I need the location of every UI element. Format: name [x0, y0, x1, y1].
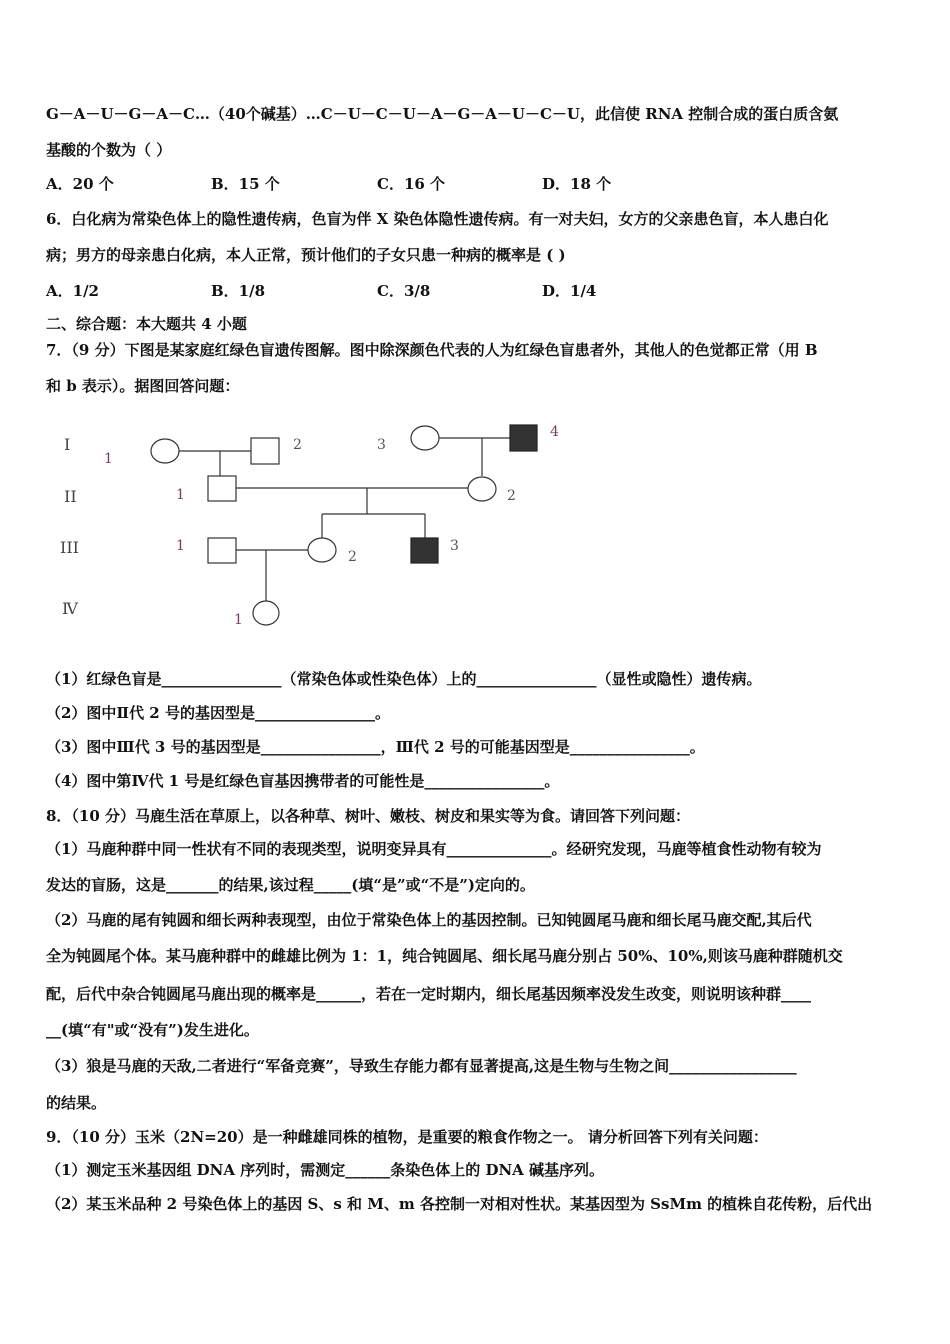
- individual-II2-female: [468, 477, 496, 501]
- individual-I1-female: [151, 439, 179, 463]
- individual-I3-female: [411, 426, 439, 450]
- section-2-heading: 二、综合题：本大题共 4 小题: [46, 315, 247, 333]
- q7-sub2: （2）图中Ⅱ代 2 号的基因型是________________。: [46, 704, 390, 722]
- q5-line2: 基酸的个数为（ ）: [46, 141, 172, 159]
- q5-line1: G－A－U－G－A－C…（40个碱基）…C－U－C－U－A－G－A－U－C－U，此信使 RNA 控制合成的蛋白质含氨: [46, 105, 839, 123]
- q6-option-c: C．3/8: [377, 282, 431, 300]
- q8-line2: （1）马鹿种群中同一性状有不同的表现类型，说明变异具有______________。经研究发现，马鹿等植食性动物有较为: [46, 840, 822, 858]
- q6-line2: 病；男方的母亲患白化病，本人正常，预计他们的子女只患一种病的概率是 ( ): [46, 246, 566, 264]
- q6-line1: 6．白化病为常染色体上的隐性遗传病，色盲为伴 X 染色体隐性遗传病。有一对夫妇，女方的父亲患色盲，本人患白化: [46, 210, 829, 228]
- q8-line5: 全为钝圆尾个体。某马鹿种群中的雌雄比例为 1：1，纯合钝圆尾、细长尾马鹿分别占 50%、10%,则该马鹿种群随机交: [46, 947, 843, 965]
- label-I3: 3: [377, 437, 386, 453]
- q8-line8: （3）狼是马鹿的天敌,二者进行“军备竞赛”，导致生存能力都有显著提高,这是生物与生物之间_________________: [46, 1057, 797, 1075]
- label-III2: 2: [348, 549, 357, 565]
- label-III1: 1: [176, 538, 185, 554]
- q6-option-b: B．1/8: [211, 282, 266, 300]
- label-I4: 4: [550, 424, 559, 440]
- generation-label-III: III: [60, 538, 79, 557]
- pedigree-chart: [40, 410, 600, 650]
- generation-label-I: I: [64, 435, 71, 454]
- individual-I4-affected-male: [510, 425, 537, 451]
- q7-sub1: （1）红绿色盲是________________（常染色体或性染色体）上的________________（显性或隐性）遗传病。: [46, 670, 762, 688]
- q7-line1: 7．（9 分）下图是某家庭红绿色盲遗传图解。图中除深颜色代表的人为红绿色盲患者外，其他人的色觉都正常（用 B: [46, 341, 818, 359]
- q5-option-a: A．20 个: [46, 175, 114, 193]
- q5-option-d: D．18 个: [542, 175, 612, 193]
- individual-III3-affected-male: [411, 538, 438, 563]
- individual-I2-male: [251, 438, 279, 464]
- q9-line1: 9．（10 分）玉米（2N=20）是一种雌雄同株的植物，是重要的粮食作物之一。 请分析回答下列有关问题：: [46, 1128, 768, 1146]
- individual-III1-male: [208, 538, 236, 563]
- q9-line3: （2）某玉米品种 2 号染色体上的基因 S、s 和 M、m 各控制一对相对性状。某基因型为 SsMm 的植株自花传粉，后代出: [46, 1195, 873, 1213]
- q8-line6: 配，后代中杂合钝圆尾马鹿出现的概率是______，若在一定时期内，细长尾基因频率没发生改变，则说明该种群____: [46, 985, 812, 1003]
- q5-option-b: B．15 个: [211, 175, 280, 193]
- q8-line3: 发达的盲肠，这是_______的结果,该过程_____(填“是”或“不是”)定向的。: [46, 876, 535, 894]
- q7-line2: 和 b 表示）。据图回答问题：: [46, 377, 240, 395]
- individual-IV1-female: [253, 601, 279, 625]
- label-III3: 3: [450, 538, 459, 554]
- q8-line7: __(填“有"或“没有”)发生进化。: [46, 1021, 259, 1039]
- q6-option-a: A．1/2: [46, 282, 99, 300]
- label-II2: 2: [507, 488, 516, 504]
- individual-III2-female: [308, 538, 336, 562]
- q9-line2: （1）测定玉米基因组 DNA 序列时，需测定______条染色体上的 DNA 碱基序列。: [46, 1161, 605, 1179]
- label-II1: 1: [176, 487, 185, 503]
- q6-option-d: D．1/4: [542, 282, 597, 300]
- label-IV1: 1: [234, 612, 243, 628]
- q8-line4: （2）马鹿的尾有钝圆和细长两种表现型，由位于常染色体上的基因控制。已知钝圆尾马鹿和细长尾马鹿交配,其后代: [46, 911, 812, 929]
- q7-sub4: （4）图中第Ⅳ代 1 号是红绿色盲基因携带者的可能性是________________。: [46, 772, 560, 790]
- q5-option-c: C．16 个: [377, 175, 446, 193]
- label-I1: 1: [104, 451, 113, 467]
- individual-II1-male: [208, 476, 236, 501]
- generation-label-II: II: [64, 487, 77, 506]
- q8-line9: 的结果。: [46, 1094, 107, 1112]
- q7-sub3: （3）图中Ⅲ代 3 号的基因型是________________，Ⅲ代 2 号的可能基因型是________________。: [46, 738, 705, 756]
- generation-label-IV: Ⅳ: [62, 599, 78, 618]
- label-I2: 2: [293, 437, 302, 453]
- q8-line1: 8．（10 分）马鹿生活在草原上，以各种草、树叶、嫩枝、树皮和果实等为食。请回答下列问题：: [46, 807, 691, 825]
